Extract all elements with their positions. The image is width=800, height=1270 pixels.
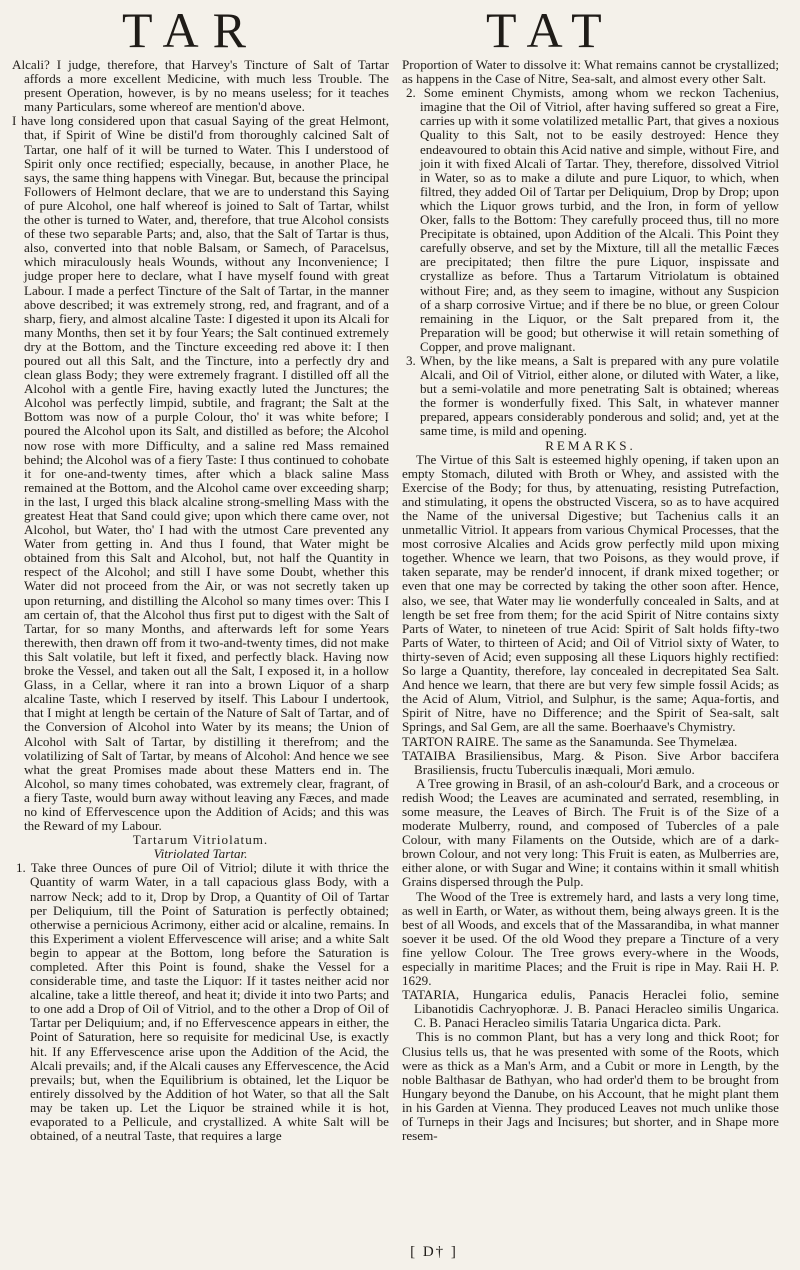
running-head — [0, 2, 800, 58]
section-subheading: Vitriolated Tartar. — [153, 846, 248, 862]
dictionary-entry: TATARIA, Hungarica edulis, Panacis Heraclei folio, semine Libanotidis Cachryophoræ. J. B. Panaci Heracleo similis Ungarica. C. B. Panaci Heracleo similis Tataria Ungarica dicta. Park. — [402, 987, 779, 1031]
paragraph: Proportion of Water to dissolve it: What remains cannot be crystallized; as happens in the Case of Nitre, Sea-salt, and almost every other Salt. — [402, 58, 779, 87]
running-head-left: TAR — [122, 2, 260, 58]
paragraph: I have long considered upon that casual Saying of the great Helmont, that, if Spirit of Wine be distil'd from thoroughly calcined Salt of Tartar, one half of it will be turned to Water. This I understood of Spirit only once rectified; especially, because, in another Place, he says, the same thing happens with Vinegar. But, because the principal Followers of Helmont declare, that we are to understand this Saying of pure Alcohol, one half whereof is joined to Salt of Tartar, whilst the other is turned to Water, and, therefore, that true Alcohol consists of these two separable Parts; and, also, that the Salt of Tartar is thus, also, converted into that noble Balsam, or Samech, of Paracelsus, which miraculously heals Wounds, without any Inconvenience; I judge proper here to declare, what I have myself found with great Labour. I made a perfect Tincture of the Salt of Tartar, in the manner above described; it was extremely strong, red, and fragrant, and of a sharp, fiery, and almost alcaline Taste: I digested it upon its Alcali for many Months, then set it by four Years; the Salt continued extremely dry at the Bottom, and the Tincture exceeding red above it: I then poured out all this Salt, and the Tincture, into a perfectly dry and clean glass Body; they were extremely fragrant. I distilled off all the Alcohol with a gentle Fire, having exactly luted the Junctures; the Alcohol was perfectly limpid, subtile, and fragrant; the Salt at the Bottom was now of a purple Colour, tho' it was white before; I poured the Alcohol upon its Salt, and distilled as before; the Alcohol now rose with more Difficulty, and a saline red Mass remained behind; the Alcohol was of a fiery Taste: I thus continued to cohobate it for one-and-twenty times, after which a black saline Mass remained at the Bottom, and the Alcohol came over exceeding sharp; in the last, I urged this black alcaline strong-smelling Mass with the greatest Heat that Sand could give; upon which there came over, not Alcohol, but Water, tho' I had with the utmost Care prevented any Water from getting in. And thus I found, that Water might be obtained from this Salt and Alcohol, but, not half the Quantity in respect of the Alcohol; and still I have some Doubt, whether this Water did not proceed from the Air, or was not secretly taken up upon returning, and distilling the Alcohol so many times over: This I am certain of, that the Alcohol thus first put to digest with the Salt of Tartar, for so many Months, and afterwards left for some Years therewith, then drawn off from it two-and-twenty times, did not make this Salt volatile, but left it fixed, and perfectly black. Having now broke the Vessel, and taken out all the Salt, I exposed it, in a hollow Glass, in a Cellar, where it ran into a brown Liquor of a sharp alcaline Taste, which I reserved by itself. This Labour I undertook, that I might at length be certain of the Nature of Salt of Tartar, and of the Conversion of Alcohol into Water by its means; the Union of Alcohol with Salt of Tartar, by distilling it therefrom; and the volatilizing of Salt of Tartar, by means of Alcohol: And hence we see what the great Promises made about these Matters end in. The Alcohol, so many times cohobated, was extremely clear, fragrant, of a fiery Taste, would burn away without leaving any Fæces, and made no kind of Effervescence upon the Addition of Acids; and this was the Reward of my Labour. — [12, 113, 389, 834]
right-column — [402, 58, 779, 1250]
left-column — [12, 58, 389, 1248]
paragraph: Alcali? I judge, therefore, that Harvey's Tincture of Salt of Tartar affords a more excellent Medicine, with much less Trouble. The present Operation, however, is by no means useless; for it teaches many Particulars, some whereof are mention'd above. — [12, 58, 389, 115]
signature-mark: [ D† ] — [410, 1244, 458, 1260]
section-heading: Tartarum Vitriolatum. — [132, 832, 269, 848]
paragraph: The Wood of the Tree is extremely hard, and lasts a very long time, as well in Earth, or Water, as without them, being always green. It is the best of all Woods, and excels that of the Massarandiba, in what manner soever it be used. Of the old Wood they prepare a Tincture of a very fine yellow Colour. The Tree grows every-where in the Woods, especially in maritime Places; and the Fruit is ripe in May. Raii H. P. 1629. — [402, 888, 779, 989]
paragraph: This is no common Plant, but has a very long and thick Root; for Clusius tells us, that he was presented with some of the Roots, which were as thick as a Man's Arm, and a Cubit or more in Length, by the noble Balthasar de Bathyan, who had order'd them to be brought from Hungary beyond the Danube, on his Account, that he might plant them in his Garden at Vienna. They produced Leaves not much unlike those of Turneps in their Jags and Incisures; but shorter, and in Shape more resem- — [402, 1029, 779, 1144]
numbered-paragraph: 2. Some eminent Chymists, among whom we reckon Tachenius, imagine that the Oil of Vitriol, after having suffered so great a Fire, carries up with it some volatilized metallic Part, that gives a noxious Quality to this Salt, not to be easily destroyed: Hence they endeavoured to obtain this Acid native and simple, without Fire, and join it with fixed Alcali of Tartar. They, therefore, dissolved Vitriol in Water, so as to make a dilute and pure Liquor, to which, when filtred, they added Oil of Tartar per Deliquium, Drop by Drop; upon which the Liquor grows turbid, and the Iron, in form of yellow Oker, falls to the Bottom: They carefully proceed thus, till no more Precipitate is obtained, upon Addition of the Alcali. This Point they carefully observe, and set by the Mixture, till all the metallic Fæces are precipitated; then filtre the pure Liquor, inspissate and crystallize as before. Thus a Tartarum Vitriolatum is obtained without Fire; and, as they seem to imagine, without any Suspicion of a sharp corrosive Virtue; and if there be no blue, or green Colour remaining in the Liquor, or the Salt prepared from it, the Preparation will be good; but otherwise it will retain something of Copper, and prove malignant. — [406, 85, 779, 354]
dictionary-entry: TATAIBA Brasiliensibus, Marg. & Pison. Sive Arbor baccifera Brasiliensis, fructu Tuberculis inæquali, Mori æmulo. — [402, 747, 779, 777]
paragraph: A Tree growing in Brasil, of an ash-colour'd Bark, and a croceous or redish Wood; the Leaves are acuminated and serrated, resembling, in some measure, the Leaves of Birch. The Fruit is of the Size of a moderate Mulberry, round, and composed of Tubercles of a pale Colour, with many Filaments on the Outside, which are of a dark-brown Colour, and not very long: This Fruit is eaten, as Mulberries are, either alone, or with Sugar and Wine; it contains within it small whitish Grains dispersed through the Pulp. — [402, 775, 779, 890]
remarks-heading: REMARKS. — [545, 437, 636, 453]
numbered-paragraph: 3. When, by the like means, a Salt is prepared with any pure volatile Alcali, and Oil of Vitriol, either alone, or diluted with Water, a like, but a semi-volatile and more penetrating Salt is obtained; whereas the former is wonderfully fixed. This Salt, in whatever manner prepared, appears considerably ponderous and solid; and, yet at the same time, is mild and opening. — [406, 352, 779, 439]
numbered-paragraph: 1. Take three Ounces of pure Oil of Vitriol; dilute it with thrice the Quantity of warm Water, in a tall capacious glass Body, with a narrow Neck; add to it, Drop by Drop, a Quantity of Oil of Tartar per Deliquium, till the Point of Saturation is perfectly obtained; otherwise a pernicious Acrimony, either acid or alcaline, remains. In this Experiment a violent Effervescence will arise; and a white Salt begin to appear at the Bottom, long before the Saturation is completed. After this Point is found, shake the Vessel for a considerable time, and taste the Liquor: If it tastes neither acid nor alcaline, take a little thereof, and heat it; divide it into two Parts; and to one add a Drop of Oil of Vitriol, and to the other a Drop of Oil of Tartar per Deliquium; and, if no Effervescence appears in either, the Point of Saturation, here so requisite for medicinal Use, is exactly hit. If any Effervescence arise upon the Addition of the Acid, the Alcali prevails; and, if the Alcali causes any Effervescence, the Acid prevails; but, when the Equilibrium is obtained, let the Liquor be entirely dissolved by the Addition of hot Water, so that all the Salt may be taken up. Let the Liquor be strained while it is hot, evaporated to a Pellicule, and crystallized. A white Salt will be obtained, of a neutral Taste, that requires a large — [16, 860, 389, 1144]
remarks-paragraph: The Virtue of this Salt is esteemed highly opening, if taken upon an empty Stomach, diluted with Broth or Whey, and assisted with the Exercise of the Body; for thus, by attenuating, resisting Putrefaction, and stimulating, it opens the obstructed Viscera, so as to have acquired the Name of the universal Digestive; but Tachenius calls it an unmetallic Vitriol. It appears from various Chymical Processes, that the most corrosive Alcalies and Acids grow perfectly mild upon mixing together. Whence we learn, that two Poisons, as they would prove, if taken separate, may be render'd innocent, if drank mixed together; or even that one may be corrected by taking the other soon after. Hence, also, we see, that Water may lie wonderfully concealed in Salts, and at length be set free from them; for the acid Spirit of Nitre contains sixty Parts of Water, to nineteen of true Acid: Spirit of Salt holds fifty-two Parts of Water, to thirteen of Acid; and Oil of Vitriol sixty of Water, to thirty-seven of Acid; even supposing all these Liquors highly rectified: So large a Quantity, therefore, lay concealed in decrepitated Sea Salt. And hence we learn, that there are but very few simple fossil Acids; as the Acid of Alum, Vitriol, and Sulphur, is the same; Aqua-fortis, and Spirit of Nitre, have no Difference; and the Spirit of Sea-salt, salt Springs, and Sal Gem, are all the same. Boerhaave's Chymistry. — [402, 451, 779, 735]
running-head-right: TAT — [486, 2, 616, 58]
dictionary-entry: TARTON RAIRE. The same as the Sanamunda. See Thymelæa. — [402, 733, 738, 749]
